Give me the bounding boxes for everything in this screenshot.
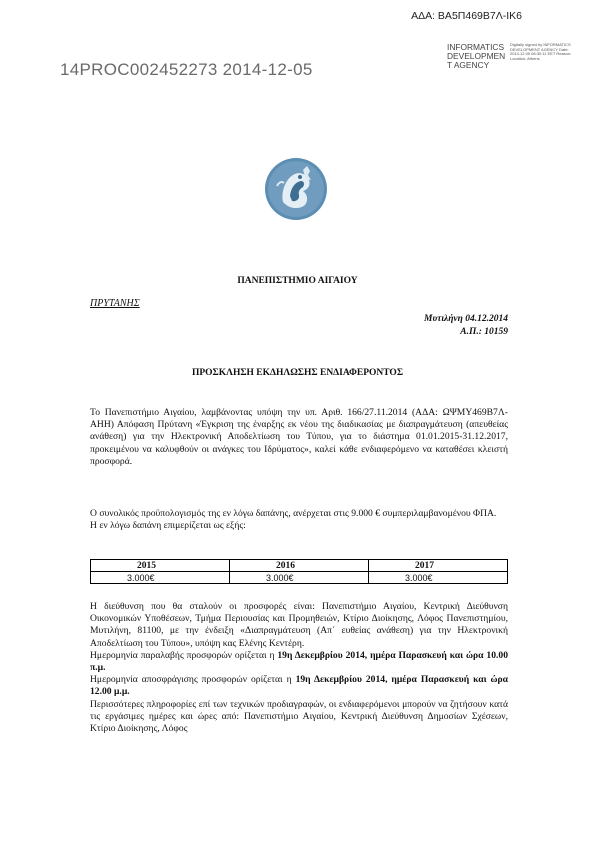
ada-code: ΑΔΑ: ΒΑ5Π469Β7Λ-ΙΚ6 <box>411 10 522 22</box>
receipt-date-label: Ημερομηνία παραλαβής προσφορών ορίζεται η <box>90 649 278 661</box>
signer-name: INFORMATICS DEVELOPMEN T AGENCY <box>447 42 506 70</box>
university-name: ΠΑΝΕΠΙΣΤΗΜΙΟ ΑΙΓΑΙΟΥ <box>237 276 358 286</box>
intro-text: Το Πανεπιστήμιο Αιγαίου, λαμβάνοντας υπόψη την υπ. Αριθ. 166/27.11.2014 (ΑΔΑ: ΩΨΜΥ469Β7Λ-ΑΗΗ) Απόφαση Πρύτανη «Έγκριση της έναρξης εκ νέου της διαδικασίας με διαπραγμάτευση (απευθείας ανάθεση) για την Ηλεκτρονική Αποδελτίωση του Τύπου, για το διάστημα 01.01.2015-31.12.2017, προκειμένου να καλυφθούν οι ανάγκες του Ιδρύματος», καλεί κάθε ενδιαφερόμενο να καταθέσει κλειστή προσφορά. <box>90 407 508 467</box>
table-cell: 3.000€ <box>91 572 230 584</box>
university-seal-icon <box>263 156 329 222</box>
opening-date-value: 19η Δεκεμβρίου 2014, ημέρα Παρασκευή και ώρα 12.00 μ.μ. <box>90 674 508 698</box>
document-title: ΠΡΟΣΚΛΗΣΗ ΕΚΔΗΛΩΣΗΣ ΕΝΔΙΑΦΕΡΟΝΤΟΣ <box>191 368 404 378</box>
cost-table <box>90 559 508 584</box>
paragraph-budget <box>90 508 508 532</box>
department-label: ΠΡΥΤΑΝΗΣ <box>90 298 140 309</box>
budget-text: Ο συνολικός προϋπολογισμός της εν λόγω δαπάνης, ανέρχεται στις 9.000 € συμπεριλαμβανομένου ΦΠΑ. <box>90 508 497 519</box>
place-date-block <box>390 313 508 339</box>
table-row <box>91 572 508 584</box>
paragraph-intro <box>90 407 508 468</box>
receipt-date-text <box>90 650 508 674</box>
paragraph-details <box>90 601 508 735</box>
table-header-cell: 2016 <box>230 560 369 572</box>
table-header-row <box>91 560 508 572</box>
protocol-number: Α.Π.: 10159 <box>460 327 508 337</box>
opening-date-text <box>90 674 508 698</box>
place-date: Μυτιλήνη 04.12.2014 <box>424 314 508 324</box>
table-header-cell: 2015 <box>91 560 230 572</box>
procurement-id: 14PROC002452273 2014-12-05 <box>60 60 313 79</box>
digital-signature-details: Digitally signed by INFORMATICS DEVELOPMENT AGENCY Date: 2014.12.05 08:30:11 EET Reason: Location: Athens <box>510 42 572 61</box>
budget-split-text: Η εν λόγω δαπάνη επιμερίζεται ως εξής: <box>90 520 246 532</box>
opening-date-label: Ημερομηνία αποσφράγισης προσφορών ορίζεται η <box>90 674 296 686</box>
receipt-date-value: 19η Δεκεμβρίου 2014, ημέρα Παρασκευή και ώρα 10.00 π.μ. <box>90 649 508 674</box>
table-cell: 3.000€ <box>369 572 508 584</box>
table-cell: 3.000€ <box>230 572 369 584</box>
table-header-cell: 2017 <box>369 560 508 572</box>
info-text: Περισσότερες πληροφορίες επί των τεχνικών προδιαγραφών, οι ενδιαφερόμενοι μπορούν να ζητήσουν κατά τις εργάσιμες ημέρες και ώρες από: Πανεπιστήμιο Αιγαίου, Κεντρική Διεύθυνση Δημοσίων Σχέσεων, Κτίριο Διοίκησης, Λόφος <box>90 698 508 735</box>
address-text: Η διεύθυνση που θα σταλούν οι προσφορές είναι: Πανεπιστήμιο Αιγαίου, Κεντρική Διεύθυνση Οικονομικών Υποθέσεων, Τμήμα Περιουσίας και Προμηθειών, Κτίριο Διοίκησης, Λόφος Πανεπιστημίου, Μυτιλήνη, 81100, με την ένδειξη «Διαπραγμάτευση (Απ΄ ευθείας ανάθεση) για την Ηλεκτρονική Αποδελτίωση του Τύπου», υπόψη κας Ελένης Κεντέρη. <box>90 601 508 649</box>
